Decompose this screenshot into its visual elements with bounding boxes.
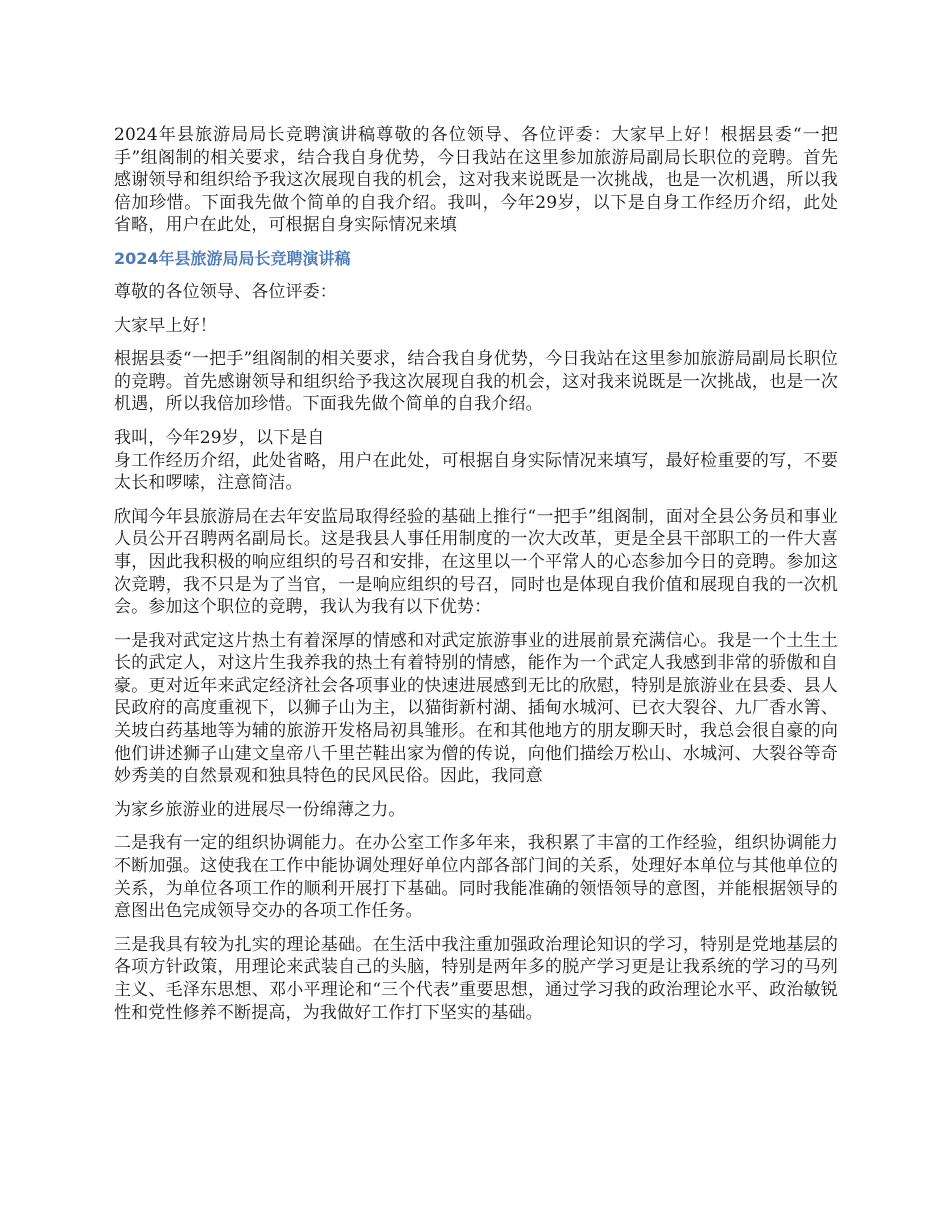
body-paragraph-5: 为家乡旅游业的进展尽一份绵薄之力。 [114,799,406,820]
body-paragraph-2b: 身工作经历介绍，此处省略，用户在此处，可根据自身实际情况来填写，最好检重要的写，不要太长和啰嗦，注意简洁。 [114,450,838,494]
hello-paragraph: 大家早上好！ [114,315,217,336]
document-heading: 2024年县旅游局局长竞聘演讲稿 [114,248,351,268]
document-page [114,124,838,1024]
body-paragraph-7: 三是我具有较为扎实的理论基础。在生活中我注重加强政治理论知识的学习，特别是党地基层的各项方针政策，用理论来武装自己的头脑，特别是两年多的脱产学习更是让我系统的学习的马列主义、毛泽东思想、邓小平理论和“三个代表”重要思想，通过学习我的政治理论水平、政治敏锐性和党性修养不断提高，为我做好工作打下坚实的基础。 [114,934,838,1023]
greeting-paragraph: 尊敬的各位领导、各位评委： [114,281,337,302]
body-paragraph-1: 根据县委“一把手”组阁制的相关要求，结合我自身优势，今日我站在这里参加旅游局副局长职位的竞聘。首先感谢领导和组织给予我这次展现自我的机会，这对我来说既是一次挑战，也是一次机遇，所以我倍加珍惜。下面我先做个简单的自我介绍。 [114,349,838,415]
body-paragraph-4: 一是我对武定这片热土有着深厚的情感和对武定旅游事业的进展前景充满信心。我是一个土生土长的武定人，对这片生我养我的热土有着特别的情感，能作为一个武定人我感到非常的骄傲和自豪。更对近年来武定经济社会各项事业的快速进展感到无比的欣慰，特别是旅游业在县委、县人民政府的高度重视下，以狮子山为主，以猫街新村湖、插甸水城河、已衣大裂谷、九厂香水箐、关坡白药基地等为辅的旅游开发格局初具雏形。在和其他地方的朋友聊天时，我总会很自豪的向他们讲述狮子山建文皇帝八千里芒鞋出家为僧的传说，向他们描绘万松山、水城河、大裂谷等奇妙秀美的自然景观和独具特色的民风民俗。因此，我同意 [114,630,838,787]
body-paragraph-3: 欣闻今年县旅游局在去年安监局取得经验的基础上推行“一把手”组阁制，面对全县公务员和事业人员公开召聘两名副局长。这是我县人事任用制度的一次大改革，更是全县干部职工的一件大喜事，因此我积极的响应组织的号召和安排，在这里以一个平常人的心态参加今日的竞聘。参加这次竞聘，我不只是为了当官，一是响应组织的号召，同时也是体现自我价值和展现自我的一次机会。参加这个职位的竞聘，我认为我有以下优势： [114,506,838,618]
body-paragraph-2a: 我叫，今年29岁，以下是自 [114,427,325,448]
intro-paragraph: 2024年县旅游局局长竞聘演讲稿尊敬的各位领导、各位评委：大家早上好！根据县委“一把手”组阁制的相关要求，结合我自身优势，今日我站在这里参加旅游局副局长职位的竞聘。首先感谢领导和组织给予我这次展现自我的机会，这对我来说既是一次挑战，也是一次机遇，所以我倍加珍惜。下面我先做个简单的自我介绍。我叫，今年29岁，以下是自身工作经历介绍，此处省略，用户在此处，可根据自身实际情况来填 [114,125,838,236]
body-paragraph-6: 二是我有一定的组织协调能力。在办公室工作多年来，我积累了丰富的工作经验，组织协调能力不断加强。这使我在工作中能协调处理好单位内部各部门间的关系，处理好本单位与其他单位的关系，为单位各项工作的顺利开展打下基础。同时我能准确的领悟领导的意图，并能根据领导的意图出色完成领导交办的各项工作任务。 [114,833,838,922]
